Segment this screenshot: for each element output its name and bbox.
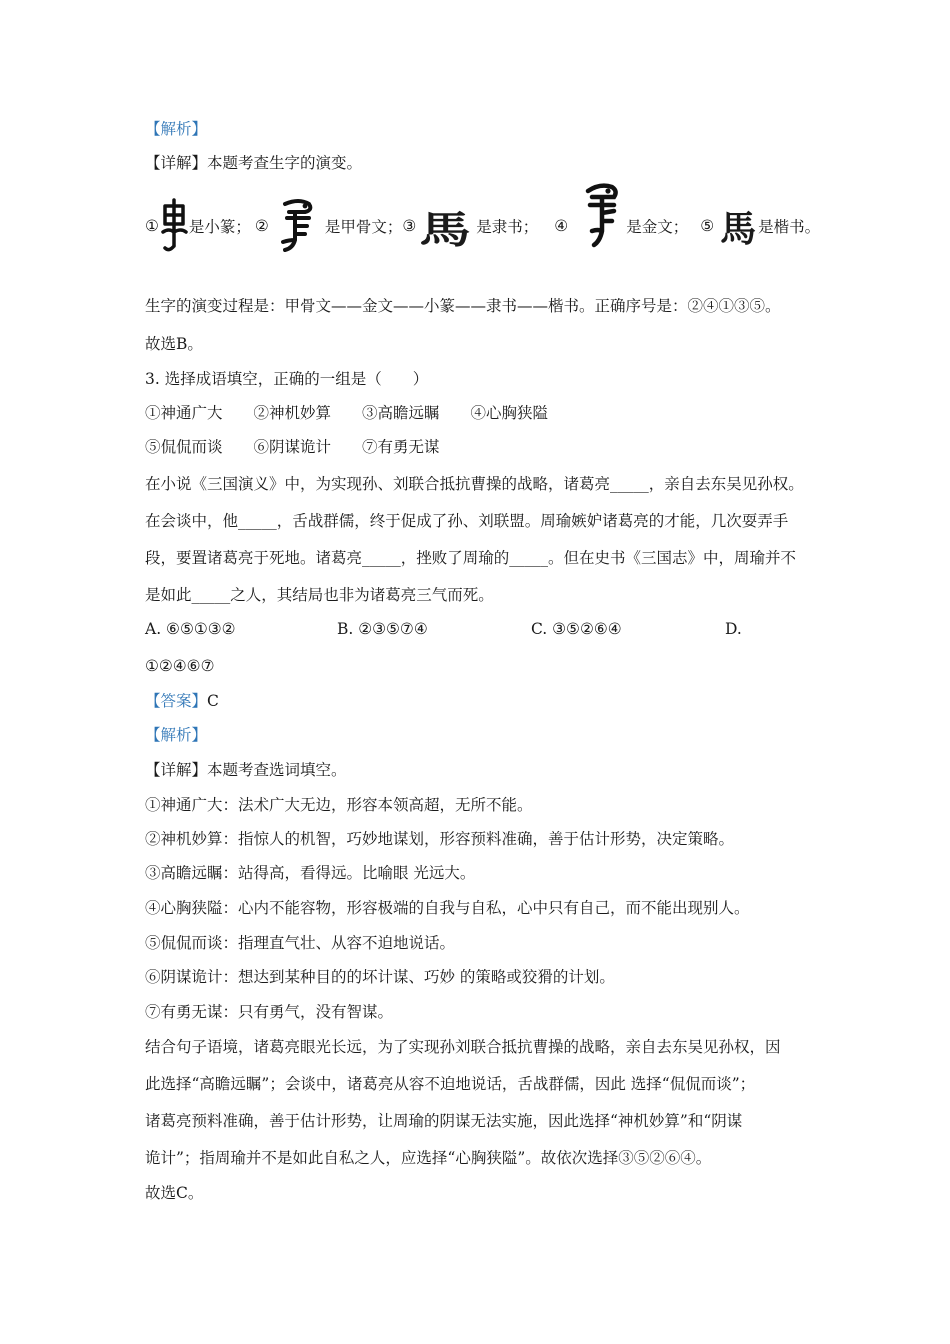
explanation-6: ⑥阴谋诡计：想达到某种目的的坏计谋、巧妙 的策略或狡猾的计划。: [145, 968, 615, 986]
explanation-2: ②神机妙算：指惊人的机智，巧妙地谋划，形容预料准确，善于估计形势，决定策略。: [145, 830, 735, 848]
glyph-label-4: 是金文；: [626, 218, 689, 236]
answer-value: C: [207, 692, 219, 710]
detail-paragraph-2: [145, 760, 347, 780]
option-b: B. ②③⑤⑦④: [337, 620, 428, 638]
glyph-label-5: 是楷书。: [758, 218, 821, 236]
oracle-bone-ma-glyph: [275, 196, 319, 256]
option-d-continued: ①②④⑥⑦: [145, 657, 215, 675]
glyph-num-4: ④: [554, 217, 569, 235]
glyph-label-1: 是小篆；: [188, 218, 251, 236]
small-seal-ma-glyph: [159, 196, 189, 256]
summary-line-2: 此选择“高瞻远瞩”；会谈中，诸葛亮从容不迫地说话，舌战群儒，因此 选择“侃侃而谈”；: [145, 1075, 756, 1093]
summary-line-4: 诡计”；指周瑜并不是如此自私之人，应选择“心胸狭隘”。故依次选择③⑤②⑥④。: [145, 1149, 712, 1167]
detail-paragraph: [145, 153, 362, 173]
explanation-4: ④心胸狭隘：心内不能容物，形容极端的自我与自私，心中只有自己，而不能出现别人。: [145, 899, 750, 917]
explanation-3: ③高瞻远瞩：站得高，看得远。比喻眼 光远大。: [145, 864, 476, 882]
option-d: D.: [725, 620, 742, 638]
detail-text: 本题考查生字的演变。: [207, 154, 363, 172]
explanation-5: ⑤侃侃而谈：指理直气壮、从容不迫地说话。: [145, 934, 456, 952]
detail-tag: 【详解】: [145, 154, 208, 172]
explanation-1: ①神通广大：法术广大无边，形容本领高超，无所不能。: [145, 796, 533, 814]
idioms-row-1: ①神通广大 ②神机妙算 ③高瞻远瞩 ④心胸狭隘: [145, 404, 549, 422]
clerical-ma-glyph: 馬: [419, 206, 471, 252]
detail-text-2: 本题考查选词填空。: [207, 761, 347, 779]
regular-ma-glyph: 馬: [720, 207, 757, 250]
question-3-stem: 3. 选择成语填空，正确的一组是（ ）: [145, 370, 429, 388]
glyph-num-1: ①: [145, 217, 159, 235]
glyph-num-3: ③: [402, 217, 417, 235]
passage-line-4: 是如此_____之人，其结局也非为诸葛亮三气而死。: [145, 586, 494, 604]
glyph-label-2: 是甲骨文；: [324, 218, 403, 236]
analysis-tag: 【解析】: [145, 120, 208, 138]
options-row: [145, 619, 785, 639]
explanation-7: ⑦有勇无谋：只有勇气，没有智谋。: [145, 1003, 394, 1021]
answer-tag: 【答案】: [145, 692, 208, 710]
analysis-tag-2: 【解析】: [145, 726, 208, 744]
passage-line-3: 段，要置诸葛亮于死地。诸葛亮_____，挫败了周瑜的_____。但在史书《三国志》中，周瑜并不: [145, 549, 797, 567]
glyph-label-3: 是隶书；: [476, 218, 539, 236]
glyph-num-5: ⑤: [700, 217, 715, 235]
passage-line-1: 在小说《三国演义》中，为实现孙、刘联合抵抗曹操的战略，诸葛亮_____，亲自去东吴见孙权。: [145, 475, 804, 493]
option-c: C. ③⑤②⑥④: [531, 620, 622, 638]
question-3-conclusion: 故选C。: [145, 1184, 204, 1202]
option-a: A. ⑥⑤①③②: [145, 620, 236, 638]
section1-conclusion: 故选B。: [145, 335, 203, 353]
answer-paragraph: [145, 691, 219, 711]
summary-line-1: 结合句子语境，诸葛亮眼光长远，为了实现孙刘联合抵抗曹操的战略，亲自去东吴见孙权，因: [145, 1038, 781, 1056]
passage-line-2: 在会谈中，他_____，舌战群儒，终于促成了孙、刘联盟。周瑜嫉妒诸葛亮的才能，几次耍弄手: [145, 512, 789, 530]
idioms-row-2: ⑤侃侃而谈 ⑥阴谋诡计 ⑦有勇无谋: [145, 438, 440, 456]
evolution-text: 生字的演变过程是：甲骨文——金文——小篆——隶书——楷书。正确序号是：②④①③⑤。: [145, 297, 781, 315]
detail-tag-2: 【详解】: [145, 761, 208, 779]
bronze-ma-glyph: [582, 181, 622, 253]
glyph-evolution-row: [145, 186, 825, 266]
glyph-num-2: ②: [254, 217, 269, 235]
summary-line-3: 诸葛亮预料准确，善于估计形势，让周瑜的阴谋无法实施，因此选择“神机妙算”和“阴谋: [145, 1112, 743, 1130]
